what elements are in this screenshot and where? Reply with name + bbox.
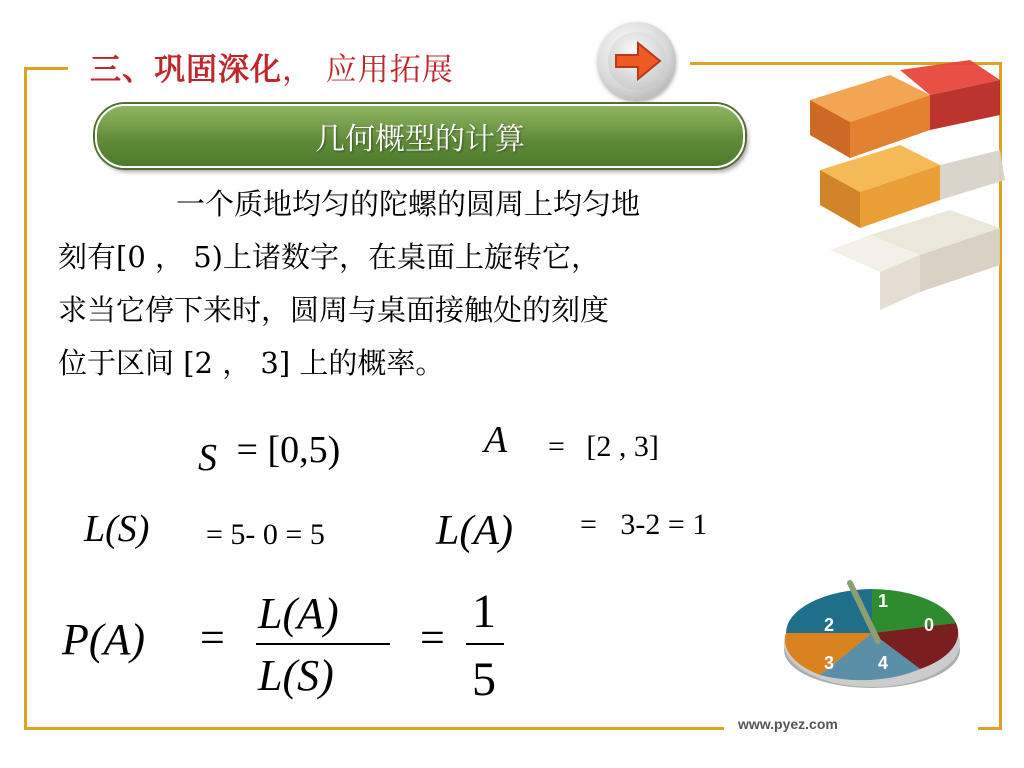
fraction-bar-2: [466, 643, 504, 645]
s-equals: =: [236, 429, 258, 471]
spinner-label: 2: [824, 615, 835, 635]
s-interval: [0,5): [267, 429, 341, 471]
fraction-denominator-ls: L(S): [258, 651, 334, 700]
a-symbol: A: [484, 419, 508, 461]
topic-banner: [95, 104, 745, 168]
frame-top-left: [24, 67, 68, 70]
frame-left: [24, 67, 27, 730]
spinner-label: 3: [824, 653, 835, 673]
fraction-bar: [256, 643, 390, 645]
formula-a-rhs: [548, 430, 659, 464]
frame-bottom-right: [978, 727, 1002, 730]
s-symbol: S: [198, 437, 217, 479]
heading-bold: 三、巩固深化: [90, 52, 282, 88]
fraction-numerator-one: 1: [472, 585, 496, 638]
formula-pa-equals-2: =: [420, 613, 445, 662]
arrow-right-icon: [610, 37, 664, 85]
formula-pa-equals: =: [200, 613, 225, 662]
next-arrow-button[interactable]: [598, 22, 676, 100]
formula-la-lhs: L(A): [436, 508, 513, 554]
problem-line: 求当它停下来时，圆周与桌面接触处的刻度: [58, 293, 610, 327]
frame-bottom: [24, 727, 724, 730]
decorative-blocks-image: [800, 60, 1005, 310]
formula-la-rhs: [580, 508, 707, 542]
heading-comma: ，: [282, 52, 314, 88]
fraction-numerator-la: L(A): [258, 589, 339, 638]
spinner-label: 4: [878, 653, 889, 673]
footer-url: www.pyez.com: [738, 716, 838, 732]
a-interval: [2 , 3]: [586, 430, 659, 463]
problem-line: 位于区间 [2 ， 3] 上的概率。: [58, 346, 445, 380]
heading-rest: 应用拓展: [325, 52, 454, 88]
spinner-label: 0: [924, 615, 935, 635]
problem-line: 刻有[0 ， 5)上诸数字，在桌面上旋转它，: [58, 240, 600, 274]
spinner-label: 1: [878, 591, 889, 611]
spinner-top-image: [780, 575, 970, 705]
problem-text: [58, 178, 818, 390]
formula-a-set: [484, 418, 507, 462]
la-equals: =: [580, 508, 597, 541]
formula-pa-lhs: P(A): [62, 615, 146, 664]
fraction-denominator-five: 5: [472, 653, 496, 706]
formula-ls-rhs: = 5- 0 = 5: [206, 518, 325, 551]
a-equals: =: [548, 430, 565, 463]
formula-s-set: [198, 428, 341, 479]
section-heading: [90, 44, 454, 89]
formula-ls-lhs: L(S): [84, 508, 150, 550]
banner-title: 几何概型的计算: [315, 122, 525, 157]
problem-line: 一个质地均匀的陀螺的圆周上均匀地: [176, 187, 641, 221]
la-value: 3-2 = 1: [620, 508, 708, 541]
